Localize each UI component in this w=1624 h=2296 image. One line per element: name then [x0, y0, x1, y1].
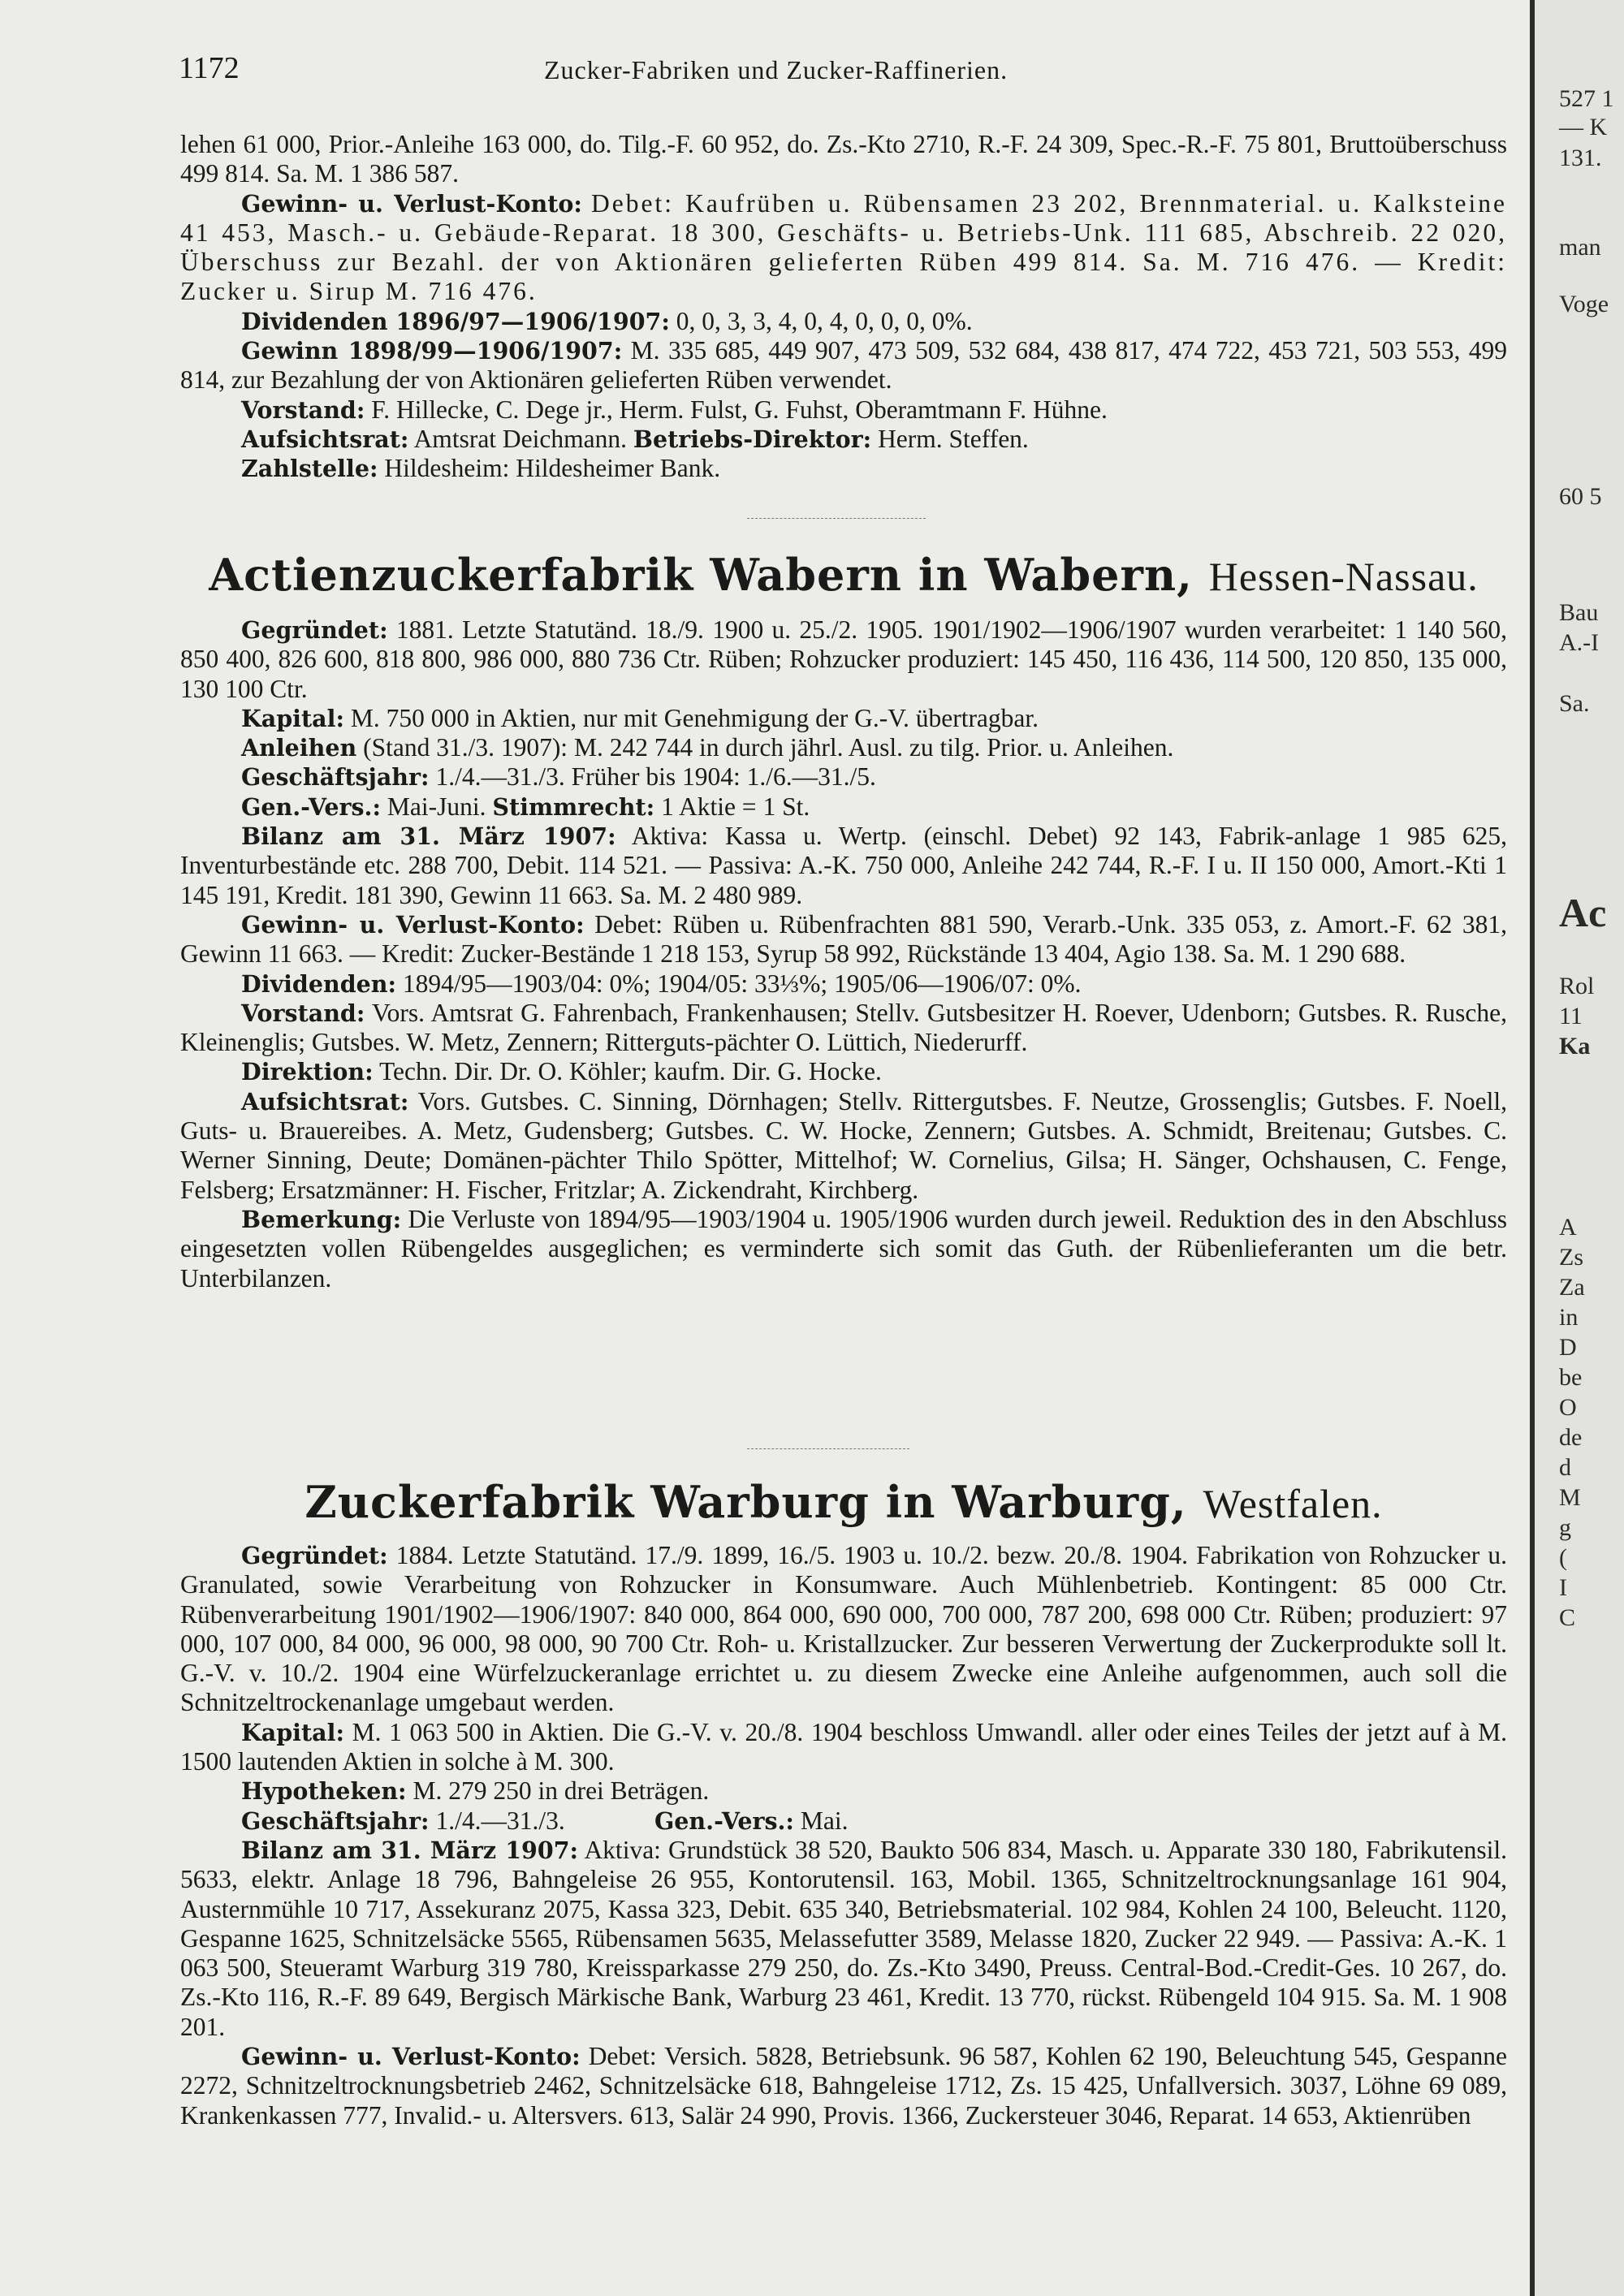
adjacent-fragment: 527 1	[1559, 85, 1614, 112]
prev-section	[180, 130, 1507, 484]
wabern-remark: Bemerkung: Die Verluste von 1894/95—1903/1904 u. 1905/1906 wurden durch jeweil. Reduktion des in den Abschluss eingesetzten vollen Rübengeldes ausgeglichen; es verminderte sich somit das Guth. der Rübenlieferanten um die betr. Unterbilanzen.	[180, 1204, 1508, 1293]
adjacent-fragment: 131.	[1559, 145, 1602, 171]
adjacent-fragment: 11	[1559, 1003, 1583, 1029]
prev-board: Vorstand: F. Hillecke, C. Dege jr., Herm. Fulst, G. Fuhst, Oberamtmann F. Hühne.	[241, 395, 1108, 424]
adjacent-fragment: A.-I	[1559, 629, 1600, 656]
adjacent-fragment: Rol	[1559, 973, 1595, 999]
warburg-fiscal-year: Geschäftsjahr: 1./4.—31./3. Gen.-Vers.: Mai.	[241, 1806, 849, 1835]
prev-profit: Gewinn 1898/99—1906/1907: M. 335 685, 449 907, 473 509, 532 684, 438 817, 474 722, 453 721, 503 553, 499 814, zur Bezahlung der von Aktionären gelieferten Rüben verwendet.	[180, 336, 1508, 395]
warburg-capital: Kapital: M. 1 063 500 in Aktien. Die G.-V. v. 20./8. 1904 beschloss Umwandl. aller oder eines Teiles der jetzt auf à M. 1500 lautenden Aktien in solche à M. 300.	[180, 1717, 1508, 1776]
adjacent-fragment: man	[1559, 234, 1601, 261]
adjacent-fragment: D	[1559, 1334, 1577, 1361]
adjacent-fragment: C	[1559, 1604, 1576, 1631]
wabern-supervisory: Aufsichtsrat: Vors. Gutsbes. C. Sinning, Dörnhagen; Stellv. Rittergutsbes. F. Neutze, Grossenglis; Gutsbes. F. Noell, Guts- u. Brauereibes. A. Metz, Gudensberg; Gutsbes. C. W. Hocke, Zennern; Gutsbes. A. Schmidt, Breitenau; Gutsbes. C. Werner Sinning, Deute; Domänen-pächter Thilo Spötter, Mittelhof; W. Cornelius, Gilsa; H. Sänger, Ochshausen, C. Fenge, Felsberg; Ersatzmänner: H. Fischer, Fritzlar; A. Zickendraht, Kirchberg.	[180, 1086, 1507, 1204]
wabern-fiscal-year: Geschäftsjahr: 1./4.—31./3. Früher bis 1904: 1./6.—31./5.	[241, 762, 876, 792]
wabern-title: Actienzuckerfabrik Wabern in Wabern, Hessen-Nassau.	[209, 549, 1479, 601]
warburg-title: Zuckerfabrik Warburg in Warburg, Westfalen.	[304, 1476, 1383, 1528]
adjacent-fragment: (	[1559, 1544, 1567, 1571]
wabern-board: Vorstand: Vors. Amtsrat G. Fahrenbach, Frankenhausen; Stellv. Gutsbesitzer H. Roever, Udenborn; Gutsbes. R. Rusche, Kleinenglis; Gutsbes. W. Metz, Zennern; Ritterguts-pächter O. Lüttich, Niederurff.	[180, 998, 1507, 1057]
wabern-capital: Kapital: M. 750 000 in Aktien, nur mit Genehmigung der G.-V. übertragbar.	[241, 703, 1039, 732]
prev-paying-agent: Zahlstelle: Hildesheim: Hildesheimer Bank.	[241, 454, 721, 483]
wabern-meeting: Gen.-Vers.: Mai-Juni. Stimmrecht: 1 Aktie = 1 St.	[241, 792, 810, 821]
adjacent-fragment: Sa.	[1559, 690, 1590, 717]
wabern-section	[180, 615, 1507, 1293]
adjacent-fragment: in	[1559, 1304, 1579, 1331]
page-header	[179, 50, 1484, 91]
wabern-guv: Gewinn- u. Verlust-Konto: Debet: Rüben u. Rübenfrachten 881 590, Verarb.-Unk. 335 053, z. Amort.-F. 62 381, Gewinn 11 663. — Kredit: Zucker-Bestände 1 218 153, Syrup 58 992, Rückstände 13 404, Agio 138. Sa. M. 1 290 688.	[180, 909, 1507, 969]
adjacent-fragment: — K	[1559, 114, 1608, 140]
adjacent-fragment: Bau	[1559, 599, 1599, 626]
adjacent-fragment: M	[1559, 1484, 1581, 1511]
section-divider	[747, 518, 926, 519]
adjacent-fragment: be	[1559, 1364, 1583, 1391]
adjacent-fragment: A	[1559, 1214, 1577, 1241]
adjacent-fragment: Ka	[1559, 1033, 1591, 1060]
wabern-loans: Anleihen (Stand 31./3. 1907): M. 242 744 in durch jährl. Ausl. zu tilg. Prior. u. Anleihen.	[241, 733, 1174, 762]
warburg-section	[180, 1541, 1507, 2130]
prev-dividends: Dividenden 1896/97—1906/1907: 0, 0, 3, 3, 4, 0, 4, 0, 0, 0, 0%.	[241, 306, 973, 335]
adjacent-fragment: Ac	[1559, 890, 1607, 935]
page-number: 1172	[179, 51, 240, 85]
adjacent-fragment: 60 5	[1559, 483, 1602, 510]
adjacent-fragment: g	[1559, 1514, 1571, 1541]
adjacent-fragment: Zs	[1559, 1244, 1583, 1271]
adjacent-page-edge	[1535, 0, 1624, 2296]
warburg-balance: Bilanz am 31. März 1907: Aktiva: Grundstück 38 520, Baukto 506 834, Masch. u. Apparate 330 180, Fabrikutensil. 5633, elektr. Anlage 18 796, Bahngeleise 26 955, Kontorutensil. 163, Mobil. 1365, Schnitzeltrocknungsanlage 161 904, Austernmühle 10 717, Assekuranz 2075, Kassa 323, Debit. 635 340, Betriebsmaterial. 102 984, Kohlen 24 100, Beleucht. 1120, Gespanne 1625, Schnitzelsäcke 5565, Rübensamen 5635, Melassefutter 3589, Melasse 1820, Zucker 22 949. — Passiva: A.-K. 1 063 500, Steueramt Warburg 319 780, Kreissparkasse 279 250, do. Zs.-Kto 3490, Preuss. Central-Bod.-Credit-Ges. 10 267, do. Zs.-Kto 116, R.-F. 89 649, Bergisch Märkische Bank, Warburg 23 461, Kredit. 13 770, rückst. Rübengeld 104 915. Sa. M. 1 908 201.	[180, 1835, 1507, 2041]
wabern-balance: Bilanz am 31. März 1907: Aktiva: Kassa u. Wertp. (einschl. Debet) 92 143, Fabrik-anlage 1 985 625, Inventurbestände etc. 288 700, Debit. 114 521. — Passiva: A.-K. 750 000, Anleihe 242 744, R.-F. I u. II 150 000, Amort.-Kti 1 145 191, Kredit. 181 390, Gewinn 11 663. Sa. M. 2 480 989.	[180, 822, 1507, 909]
prev-guv: Gewinn- u. Verlust-Konto: Debet: Kaufrüben u. Rübensamen 23 202, Brennmaterial. u. Kalksteine 41 453, Masch.- u. Gebäude-Reparat. 18 300, Geschäfts- u. Betriebs-Unk. 111 685, Abschreib. 22 020, Überschuss zur Bezahl. der von Aktionären gelieferten Rüben 499 814. Sa. M. 716 476. — Kredit: Zucker u. Sirup M. 716 476.	[180, 188, 1507, 306]
section-divider	[747, 1448, 909, 1449]
adjacent-fragment: Za	[1559, 1274, 1585, 1301]
wabern-direction: Direktion: Techn. Dir. Dr. O. Köhler; kaufm. Dir. G. Hocke.	[241, 1057, 882, 1086]
prev-supervisory: Aufsichtsrat: Amtsrat Deichmann. Betriebs-Direktor: Herm. Steffen.	[241, 424, 1029, 453]
prev-intro: lehen 61 000, Prior.-Anleihe 163 000, do. Tilg.-F. 60 952, do. Zs.-Kto 2710, R.-F. 24 309, Spec.-R.-F. 75 801, Bruttoüberschuss 499 814. Sa. M. 1 386 587.	[180, 130, 1507, 188]
wabern-founded: Gegründet: 1881. Letzte Statutänd. 18./9. 1900 u. 25./2. 1905. 1901/1902—1906/1907 wurden verarbeitet: 1 140 560, 850 400, 826 600, 818 800, 986 000, 880 736 Ctr. Rüben; Rohzucker produziert: 145 450, 116 436, 114 500, 120 850, 135 000, 130 100 Ctr.	[180, 615, 1508, 703]
warburg-guv: Gewinn- u. Verlust-Konto: Debet: Versich. 5828, Betriebsunk. 96 587, Kohlen 62 190, Beleuchtung 545, Gespanne 2272, Schnitzeltrocknungsbetrieb 2462, Schnitzelsäcke 618, Bahngeleise 1712, Zs. 15 425, Unfallversich. 3037, Löhne 69 089, Krankenkassen 777, Invalid.- u. Altersvers. 613, Salär 24 990, Provis. 1366, Zuckersteuer 3046, Reparat. 14 653, Aktienrüben	[180, 2042, 1508, 2130]
adjacent-fragment: d	[1559, 1454, 1571, 1481]
wabern-dividends: Dividenden: 1894/95—1903/04: 0%; 1904/05: 33⅓%; 1905/06—1906/07: 0%.	[241, 969, 1082, 998]
warburg-mortgages: Hypotheken: M. 279 250 in drei Beträgen.	[241, 1776, 710, 1806]
adjacent-fragment: I	[1559, 1574, 1567, 1601]
adjacent-fragment: O	[1559, 1394, 1577, 1421]
adjacent-fragment: de	[1559, 1424, 1583, 1451]
warburg-founded: Gegründet: 1884. Letzte Statutänd. 17./9. 1899, 16./5. 1903 u. 10./2. bezw. 20./8. 1904. Fabrikation von Rohzucker u. Granulated, sowie Verarbeitung von Rohzucker in Konsumware. Auch Mühlenbetrieb. Kontingent: 85 000 Ctr. Rübenverarbeitung 1901/1902—1906/1907: 840 000, 864 000, 690 000, 700 000, 787 200, 698 000 Ctr. Rüben; produziert: 97 000, 107 000, 84 000, 96 000, 98 000, 90 700 Ctr. Roh- u. Kristallzucker. Zur besseren Verwertung der Zuckerprodukte soll lt. G.-V. v. 10./2. 1904 eine Würfelzuckeranlage errichtet u. zu diesem Zwecke eine Anleihe aufgenommen, auch soll die Schnitzeltrockenanlage umgebaut werden.	[180, 1541, 1507, 1717]
running-title: Zucker-Fabriken und Zucker-Raffinerien.	[544, 55, 1009, 84]
adjacent-fragment: Voge	[1559, 291, 1609, 317]
